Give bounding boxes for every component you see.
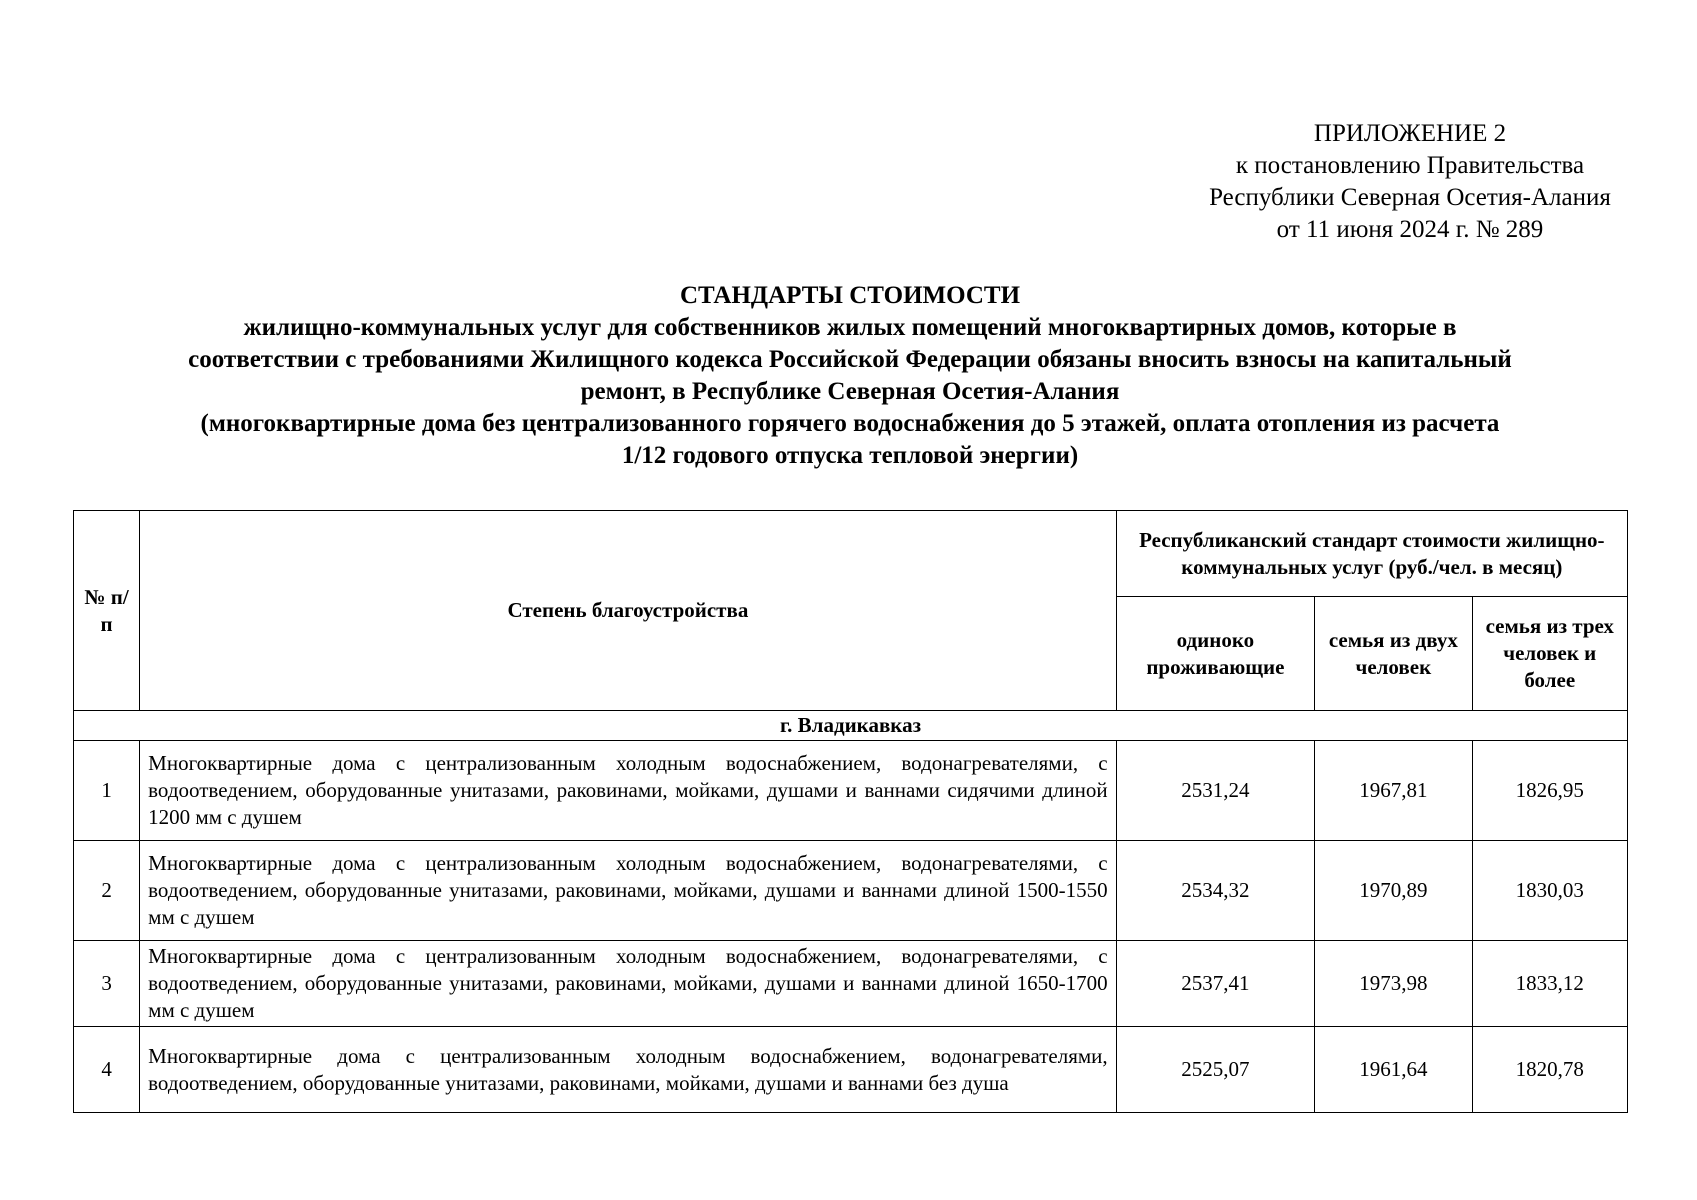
header-two: семья из двух человек xyxy=(1315,597,1472,711)
header-num: № п/п xyxy=(74,511,140,711)
value-single: 2534,32 xyxy=(1116,841,1315,941)
value-single: 2531,24 xyxy=(1116,741,1315,841)
value-single: 2537,41 xyxy=(1116,941,1315,1027)
value-three: 1833,12 xyxy=(1472,941,1627,1027)
row-description: Многоквартирные дома с централизованным холодным водоснабжением, водонагревателями, водоотведением, оборудованные унитазами, раковинами, мойками, душами и ваннами без душа xyxy=(140,1027,1116,1113)
value-two: 1973,98 xyxy=(1315,941,1472,1027)
annex-line: Республики Северная Осетия-Алания xyxy=(1209,184,1611,211)
annex-title: ПРИЛОЖЕНИЕ 2 xyxy=(1313,120,1507,147)
row-description: Многоквартирные дома с централизованным холодным водоснабжением, водонагревателями, с водоотведением, оборудованные унитазами, раковинами, мойками, душами и ваннами длиной 1650-1700 мм с душем xyxy=(140,941,1116,1027)
value-two: 1970,89 xyxy=(1315,841,1472,941)
annex-block xyxy=(1150,118,1670,246)
city-name: г. Владикавказ xyxy=(74,711,1628,741)
value-three: 1830,03 xyxy=(1472,841,1627,941)
header-single: одиноко проживающие xyxy=(1116,597,1315,711)
table-row xyxy=(74,841,1628,941)
table-row xyxy=(74,941,1628,1027)
value-two: 1961,64 xyxy=(1315,1027,1472,1113)
table-row xyxy=(74,741,1628,841)
header-three: семья из трех человек и более xyxy=(1472,597,1627,711)
row-num: 2 xyxy=(74,841,140,941)
header-standard: Республиканский стандарт стоимости жилищно-коммунальных услуг (руб./чел. в месяц) xyxy=(1116,511,1627,597)
value-three: 1826,95 xyxy=(1472,741,1627,841)
row-description: Многоквартирные дома с централизованным холодным водоснабжением, водонагревателями, с водоотведением, оборудованные унитазами, раковинами, мойками, душами и ваннами сидячими длиной 1200 мм с душем xyxy=(140,741,1116,841)
table-header-row xyxy=(74,511,1628,597)
title-subtitle-line: 1/12 годового отпуска тепловой энергии) xyxy=(621,442,1079,469)
title-main: СТАНДАРТЫ СТОИМОСТИ xyxy=(679,282,1021,309)
standards-table xyxy=(73,510,1628,1113)
document-title xyxy=(60,280,1640,472)
title-subtitle-line: соответствии с требованиями Жилищного кодекса Российской Федерации обязаны вносить взносы на капитальный xyxy=(188,346,1512,373)
row-num: 1 xyxy=(74,741,140,841)
city-row xyxy=(74,711,1628,741)
title-subtitle-line: (многоквартирные дома без централизованного горячего водоснабжения до 5 этажей, оплата отопления из расчета xyxy=(200,410,1500,437)
row-description: Многоквартирные дома с централизованным холодным водоснабжением, водонагревателями, с водоотведением, оборудованные унитазами, раковинами, мойками, душами и ваннами длиной 1500-1550 мм с душем xyxy=(140,841,1116,941)
annex-date: от 11 июня 2024 г. № 289 xyxy=(1276,216,1544,243)
value-two: 1967,81 xyxy=(1315,741,1472,841)
value-single: 2525,07 xyxy=(1116,1027,1315,1113)
table-row xyxy=(74,1027,1628,1113)
header-degree: Степень благоустройства xyxy=(140,511,1116,711)
title-subtitle-line: ремонт, в Республике Северная Осетия-Алания xyxy=(580,378,1120,405)
value-three: 1820,78 xyxy=(1472,1027,1627,1113)
annex-line: к постановлению Правительства xyxy=(1235,152,1585,179)
row-num: 4 xyxy=(74,1027,140,1113)
title-subtitle-line: жилищно-коммунальных услуг для собственников жилых помещений многоквартирных домов, которые в xyxy=(243,314,1457,341)
row-num: 3 xyxy=(74,941,140,1027)
